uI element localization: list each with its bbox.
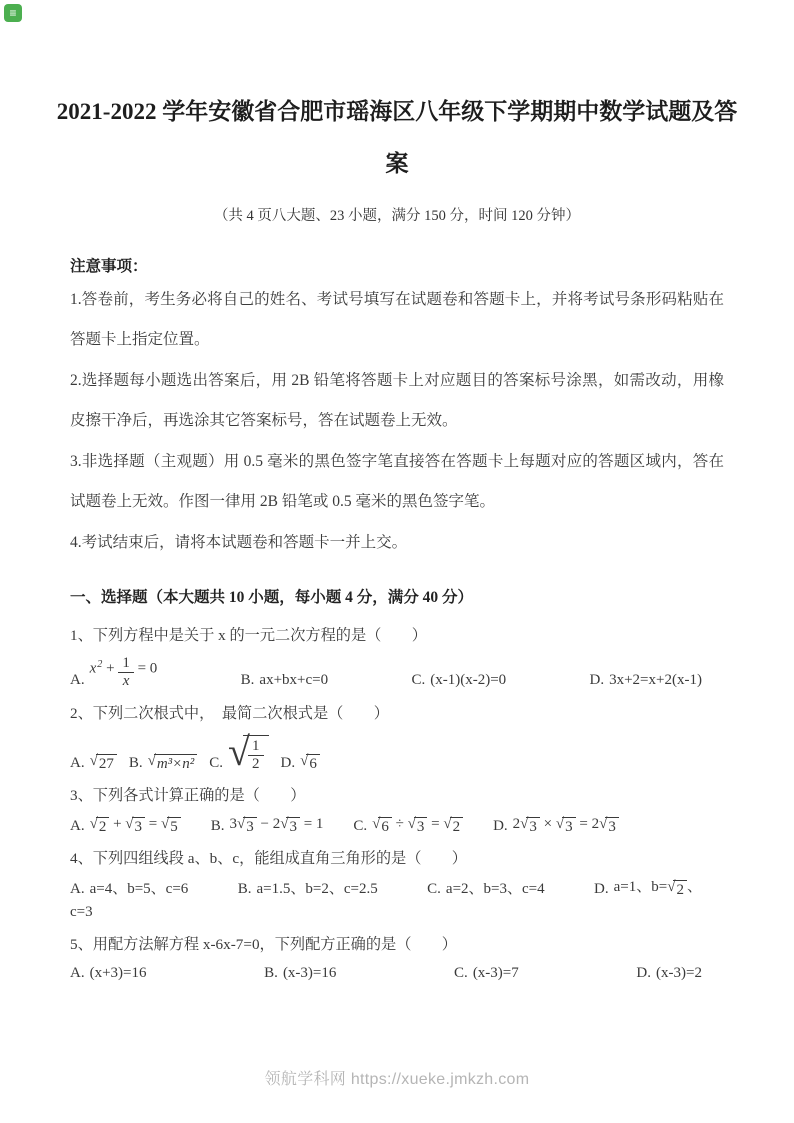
footer-watermark bbox=[0, 1066, 794, 1089]
note-paragraph: 2.选择题每小题选出答案后，用 2B 铅笔将答题卡上对应题目的答案标号涂黑，如需改动，用橡皮擦干净后，再选涂其它答案标号，答在试题卷上无效。 bbox=[70, 372, 724, 429]
radical-sign-icon: √ bbox=[555, 816, 565, 832]
option bbox=[454, 964, 519, 984]
radical-sign-icon: √ bbox=[280, 816, 289, 832]
sqrt-radical bbox=[161, 817, 181, 836]
radicand: 3 bbox=[132, 817, 146, 836]
notes-heading: 注意事项： bbox=[70, 258, 148, 275]
document-body bbox=[0, 255, 794, 983]
option-label: B. bbox=[240, 672, 255, 688]
option bbox=[70, 880, 188, 900]
option-label: D. bbox=[589, 672, 605, 688]
sqrt-radical bbox=[228, 728, 268, 774]
math-text: = 1 bbox=[299, 816, 324, 832]
option bbox=[411, 671, 506, 691]
math-text: × bbox=[539, 816, 556, 832]
math-text: (x-1)(x-2)=0 bbox=[430, 672, 507, 688]
page-title: 2021-2022 学年安徽省合肥市瑶海区八年级下学期期中数学试题及答案 bbox=[56, 99, 738, 176]
radicand bbox=[243, 735, 269, 774]
math-formula bbox=[372, 815, 463, 836]
numerator: 1 bbox=[118, 655, 134, 673]
radical-sign-icon: √ bbox=[89, 752, 98, 769]
question-stem: 5、用配方法解方程 x-6x-7=0，下列配方正确的是（ ） bbox=[70, 935, 457, 953]
note-paragraph: 1.答卷前，考生务必将自己的姓名、考试号填写在试题卷和答题卡上，并将考试号条形码粘贴在答题卡上指定位置。 bbox=[70, 291, 724, 348]
option-label: B. bbox=[128, 754, 143, 771]
question-stem: 4、下列四组线段 a、b、c，能组成直角三角形的是（ ） bbox=[70, 850, 467, 868]
option bbox=[594, 878, 702, 899]
radical-sign-icon: √ bbox=[407, 816, 416, 832]
option bbox=[70, 964, 147, 984]
fraction bbox=[118, 655, 134, 691]
radical-sign-icon: √ bbox=[300, 752, 309, 769]
math-text: a=2、b=3、c=4 bbox=[445, 881, 545, 897]
radical-sign-icon: √ bbox=[125, 816, 134, 832]
math-text: (x-3)=7 bbox=[472, 964, 519, 981]
option-label: D. bbox=[636, 964, 652, 981]
option-label: C. bbox=[427, 881, 441, 897]
site-logo-badge-icon[interactable]: ≡ bbox=[4, 4, 22, 22]
option-label: A. bbox=[70, 672, 85, 688]
question-block bbox=[70, 781, 724, 836]
sqrt-radical bbox=[90, 817, 110, 836]
sqrt-radical bbox=[599, 817, 619, 836]
options-row bbox=[70, 655, 724, 691]
math-formula bbox=[230, 815, 324, 836]
math-text: + bbox=[109, 816, 126, 832]
option-label: C. bbox=[353, 817, 368, 834]
radicand: 6 bbox=[378, 817, 392, 836]
section-heading: 一、选择题（本大题共 10 小题，每小题 4 分，满分 40 分） bbox=[70, 589, 474, 606]
option bbox=[590, 671, 702, 691]
option bbox=[636, 964, 702, 984]
numerator: 1 bbox=[248, 738, 264, 756]
radicand: 3 bbox=[414, 817, 428, 836]
radicand: 3 bbox=[526, 817, 540, 836]
math-formula bbox=[90, 752, 117, 773]
option bbox=[70, 655, 157, 691]
radical-sign-icon: √ bbox=[520, 816, 529, 832]
option bbox=[241, 671, 328, 691]
radicand: 2 bbox=[673, 880, 687, 899]
option-label: A. bbox=[70, 881, 85, 897]
radical-sign-icon: √ bbox=[599, 816, 608, 832]
radicand: 27 bbox=[96, 754, 117, 773]
math-formula bbox=[283, 964, 336, 984]
exam-subtitle: （共 4 页八大题、23 小题，满分 150 分，时间 120 分钟） bbox=[213, 208, 581, 224]
radicand: 3 bbox=[605, 817, 619, 836]
question-block bbox=[70, 699, 724, 774]
math-text: (x-3)=2 bbox=[656, 964, 702, 981]
math-text: 3 bbox=[229, 816, 237, 832]
math-text: = 0 bbox=[133, 660, 158, 677]
option-label: C. bbox=[454, 964, 468, 981]
sqrt-radical bbox=[280, 817, 300, 836]
math-formula bbox=[259, 671, 328, 691]
denominator: 2 bbox=[252, 755, 260, 772]
footer-site-link[interactable]: 领航学科网 https://xueke.jmkzh.com bbox=[264, 1071, 530, 1088]
math-formula bbox=[228, 728, 268, 774]
radicand: 3 bbox=[243, 817, 257, 836]
math-formula bbox=[513, 815, 619, 836]
sqrt-radical bbox=[443, 817, 463, 836]
radicand: 2 bbox=[450, 817, 464, 836]
denominator: x bbox=[122, 673, 130, 690]
sqrt-radical bbox=[667, 880, 687, 899]
option bbox=[209, 728, 268, 774]
sqrt-radical bbox=[125, 817, 145, 836]
option bbox=[70, 815, 181, 836]
math-text: 、 bbox=[686, 879, 702, 896]
math-text: a=1.5、b=2、c=2.5 bbox=[256, 881, 378, 897]
math-formula bbox=[446, 880, 545, 900]
option-label: D. bbox=[493, 817, 508, 834]
math-text: ÷ bbox=[391, 816, 408, 832]
radical-sign-icon: √ bbox=[372, 816, 381, 832]
question-block bbox=[70, 930, 724, 984]
math-formula bbox=[90, 880, 189, 900]
option bbox=[353, 815, 463, 836]
option bbox=[264, 964, 336, 984]
math-formula bbox=[656, 964, 702, 984]
radicand: 3 bbox=[286, 817, 300, 836]
math-formula bbox=[90, 964, 147, 984]
math-formula bbox=[257, 880, 378, 900]
radicand: 2 bbox=[96, 817, 110, 836]
option-label: D. bbox=[280, 754, 296, 771]
options-row bbox=[70, 964, 724, 984]
radical-sign-icon: √ bbox=[228, 728, 250, 774]
sqrt-radical bbox=[90, 754, 117, 773]
option bbox=[70, 752, 117, 773]
radical-sign-icon: √ bbox=[161, 816, 170, 832]
math-formula bbox=[300, 752, 320, 773]
question-block bbox=[70, 844, 724, 921]
math-text: (x-3)=16 bbox=[282, 964, 337, 981]
math-formula bbox=[90, 815, 181, 836]
math-text: 2 bbox=[512, 816, 521, 832]
math-formula bbox=[609, 671, 702, 691]
radical-sign-icon: √ bbox=[443, 816, 452, 832]
radicand: 3 bbox=[562, 817, 576, 836]
option-label: B. bbox=[210, 817, 225, 834]
options-row bbox=[70, 728, 724, 774]
math-text: − 2 bbox=[256, 816, 281, 832]
options-row bbox=[70, 815, 724, 836]
math-text: 2 bbox=[97, 658, 103, 670]
math-text: x bbox=[89, 660, 97, 677]
option bbox=[211, 815, 324, 836]
option bbox=[129, 752, 197, 773]
sqrt-radical bbox=[300, 754, 320, 773]
option-label: B. bbox=[237, 881, 252, 897]
option-label: D. bbox=[594, 881, 609, 897]
math-formula bbox=[90, 655, 158, 691]
radical-sign-icon: √ bbox=[89, 816, 98, 832]
sqrt-radical bbox=[520, 817, 540, 836]
option-continuation: c=3 bbox=[70, 903, 93, 920]
notes-list bbox=[70, 280, 724, 563]
option bbox=[281, 752, 320, 773]
option-label: A. bbox=[70, 754, 85, 771]
option bbox=[493, 815, 619, 836]
option-label: C. bbox=[411, 672, 426, 688]
math-text: = bbox=[145, 816, 161, 832]
math-text: 3x+2=x+2(x-1) bbox=[609, 672, 702, 688]
radical-sign-icon: √ bbox=[667, 879, 676, 896]
note-paragraph: 3.非选择题（主观题）用 0.5 毫米的黑色签字笔直接答在答题卡上每题对应的答题区域内，答在试题卷上无效。作图一律用 2B 铅笔或 0.5 毫米的黑色签字笔。 bbox=[70, 453, 724, 510]
question-stem: 1、下列方程中是关于 x 的一元二次方程的是（ ） bbox=[70, 627, 427, 644]
option bbox=[238, 880, 378, 900]
question-stem: 2、下列二次根式中， 最简二次根式是（ ） bbox=[70, 704, 389, 722]
math-formula bbox=[614, 878, 702, 899]
radical-sign-icon: √ bbox=[237, 816, 246, 832]
options-row bbox=[70, 878, 724, 899]
note-paragraph: 4.考试结束后，请将本试题卷和答题卡一并上交。 bbox=[70, 534, 408, 551]
option-label: A. bbox=[70, 964, 85, 981]
math-text: = 2 bbox=[575, 816, 600, 832]
math-formula bbox=[148, 752, 198, 773]
sqrt-radical bbox=[148, 754, 198, 773]
option-label: A. bbox=[70, 817, 85, 834]
sqrt-radical bbox=[237, 817, 257, 836]
math-text: + bbox=[102, 660, 119, 677]
math-text: (x+3)=16 bbox=[89, 964, 147, 981]
questions bbox=[70, 621, 724, 983]
radicand: 6 bbox=[306, 754, 320, 773]
math-text: ax+bx+c=0 bbox=[259, 672, 329, 688]
math-text: a=4、b=5、c=6 bbox=[89, 881, 189, 897]
math-text: a=1、b= bbox=[613, 879, 668, 896]
question-block bbox=[70, 621, 724, 691]
sqrt-radical bbox=[372, 817, 392, 836]
math-formula bbox=[430, 671, 506, 691]
question-stem: 3、下列各式计算正确的是（ ） bbox=[70, 787, 306, 804]
math-formula bbox=[473, 964, 519, 984]
sqrt-radical bbox=[408, 817, 428, 836]
radicand: 5 bbox=[167, 817, 181, 836]
radicand: m³×n² bbox=[154, 754, 197, 773]
math-text: = bbox=[427, 816, 444, 832]
radical-sign-icon: √ bbox=[147, 752, 156, 769]
fraction bbox=[248, 738, 264, 774]
option bbox=[427, 880, 544, 900]
sqrt-radical bbox=[556, 817, 576, 836]
option-label: B. bbox=[264, 964, 278, 981]
option-label: C. bbox=[209, 754, 224, 771]
